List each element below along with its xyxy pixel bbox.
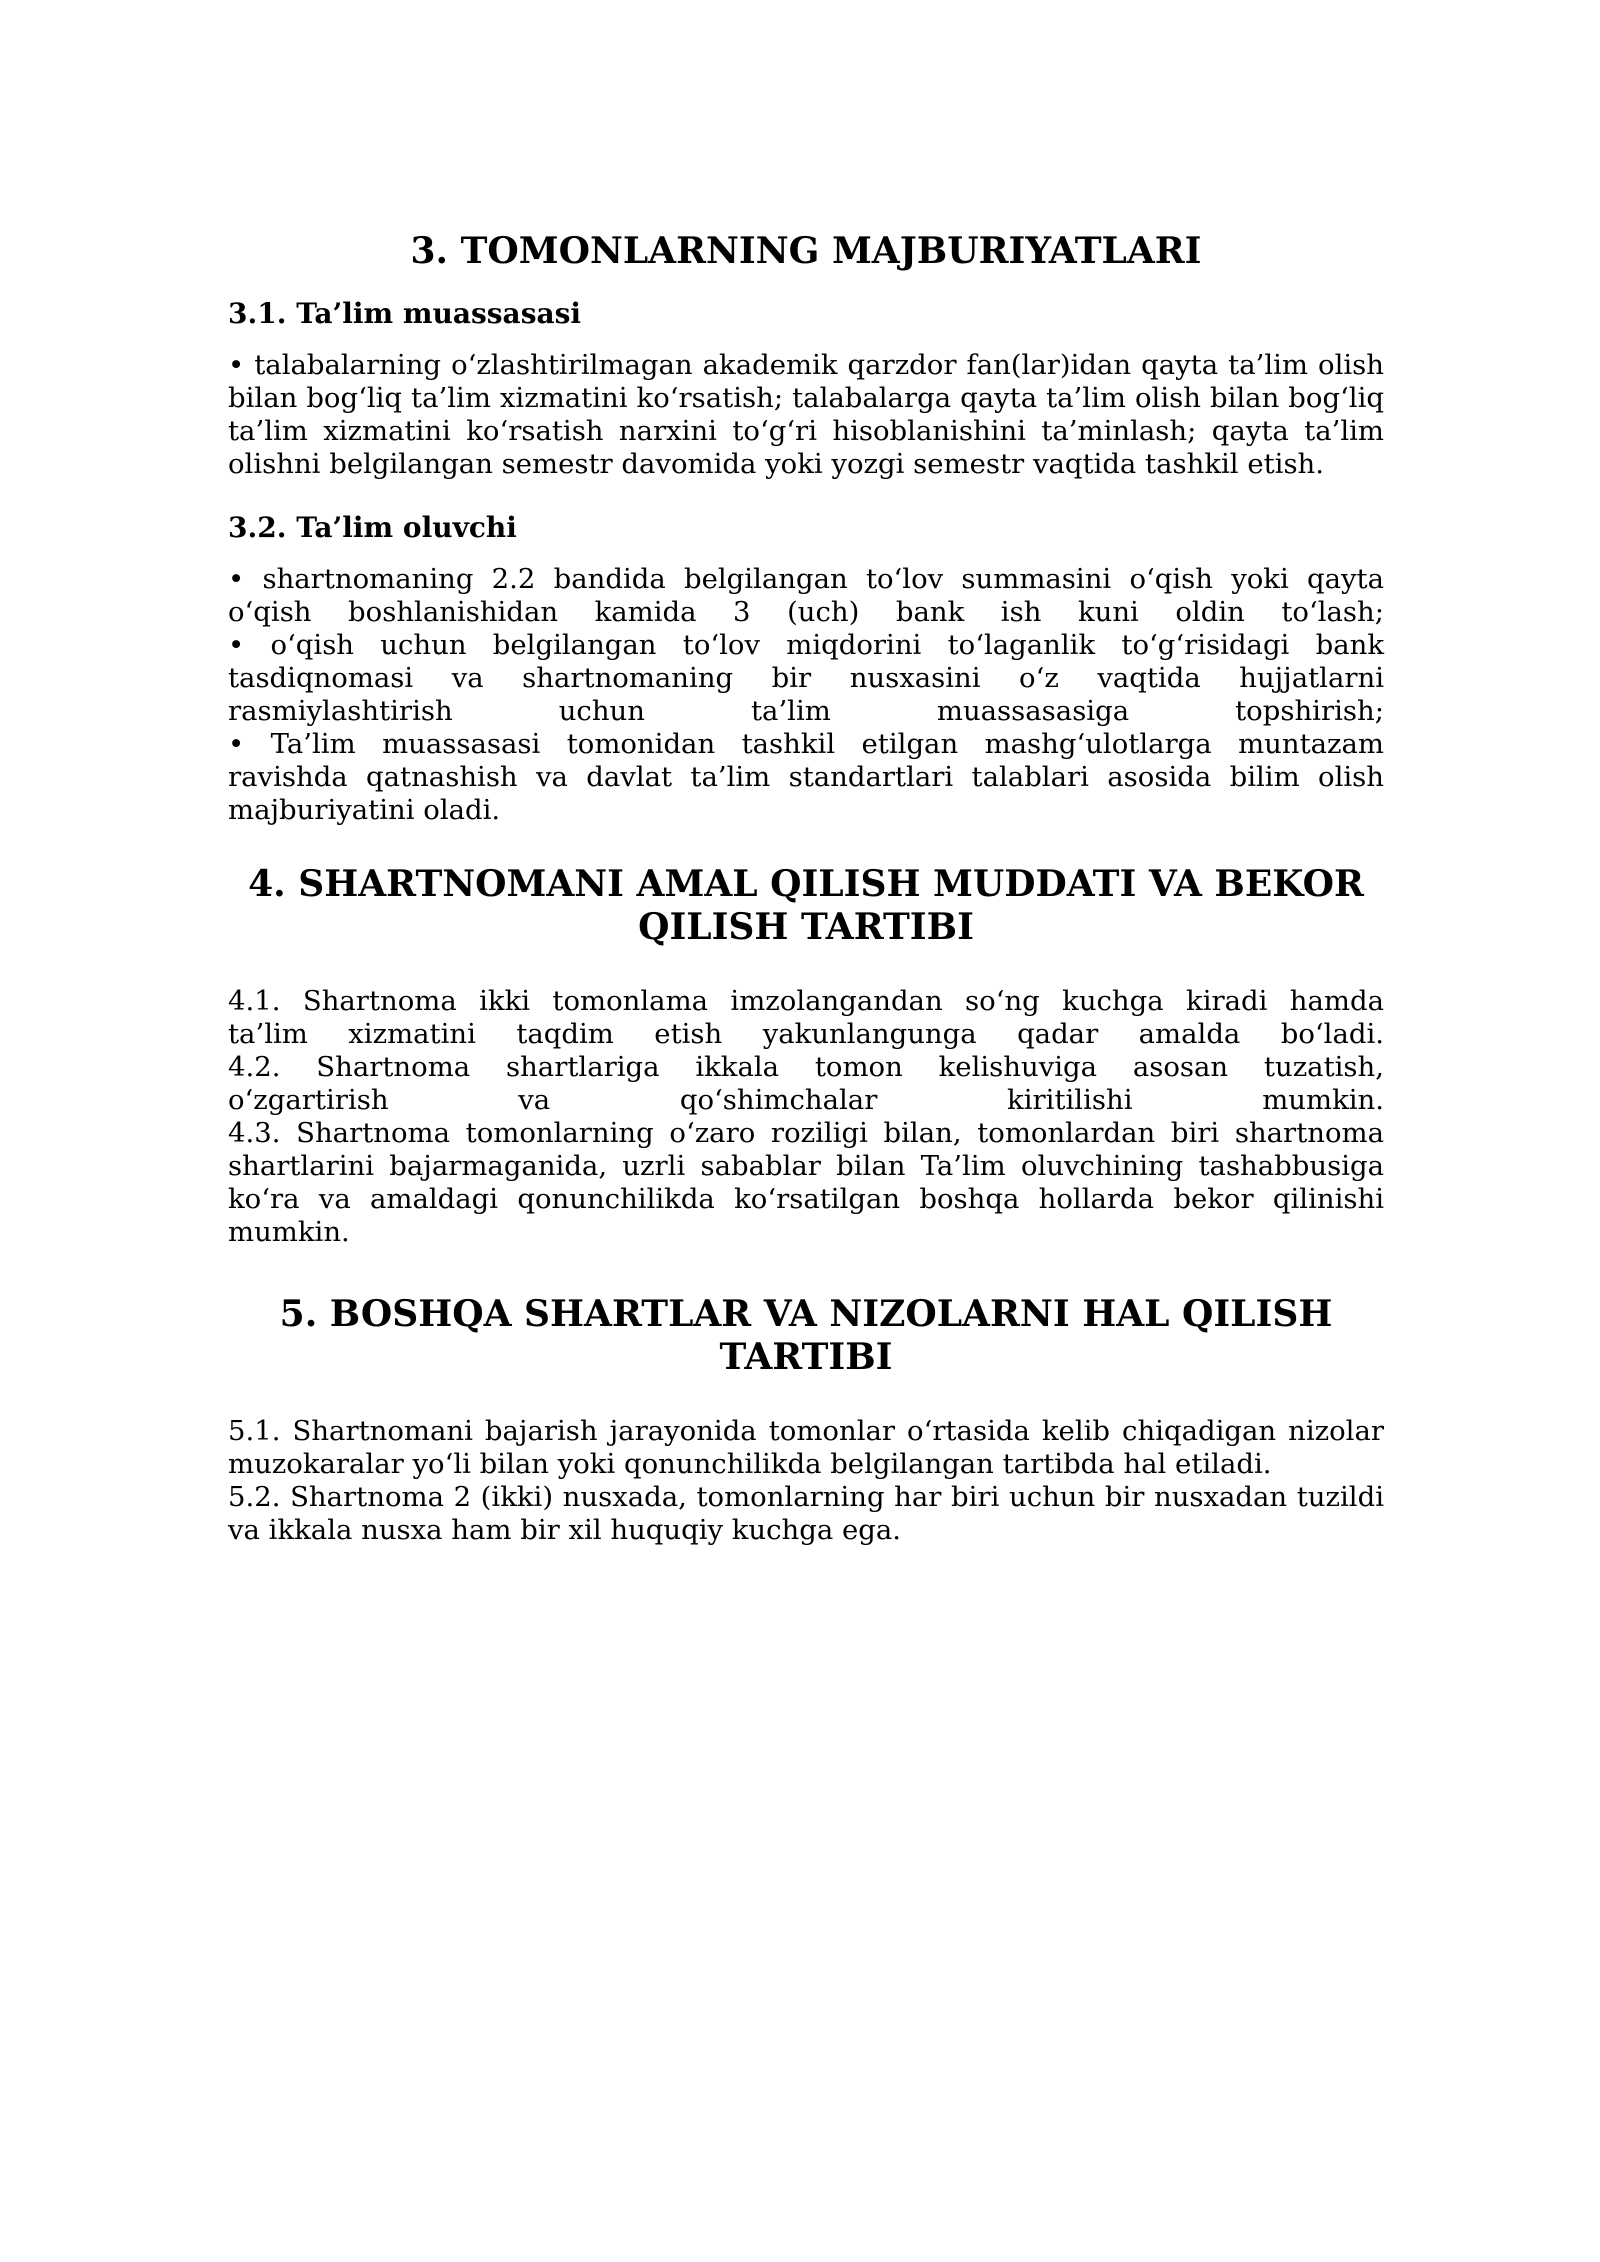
section-3-2-line: tasdiqnomasi va shartnomaning bir nusxasini oʻz vaqtida hujjatlarni (228, 662, 1384, 694)
section-4-title (228, 863, 1384, 949)
section-3-1-heading: 3.1. Ta’lim muassasasi (228, 297, 582, 330)
section-4-line: 4.1. Shartnoma ikki tomonlama imzolangandan soʻng kuchga kiradi hamda (228, 985, 1384, 1017)
section-4-line: oʻzgartirish va qoʻshimchalar kiritilishi mumkin. (228, 1084, 1384, 1116)
section-5-title-line-1: 5. BOSHQA SHARTLAR VA NIZOLARNI HAL QILISH (279, 1293, 1333, 1335)
section-4-line: 4.2. Shartnoma shartlariga ikkala tomon kelishuviga asosan tuzatish, (228, 1051, 1384, 1083)
section-5-title (228, 1293, 1384, 1379)
section-3-2-heading: 3.2. Ta’lim oluvchi (228, 511, 517, 544)
section-3-2-line: oʻqish boshlanishidan kamida 3 (uch) bank ish kuni oldin toʻlash; (228, 596, 1384, 628)
document-page (228, 230, 1384, 1547)
section-5-text (228, 1415, 1384, 1547)
section-4-line: 4.3. Shartnoma tomonlarning oʻzaro roziligi bilan, tomonlardan biri shartnoma shartlarini bajarmaganida, uzrli sabablar bilan Ta’lim oluvchining tashabbusiga koʻra va amaldagi qonunchilikda koʻrsatilgan boshqa hollarda bekor qilinishi mumkin. (228, 1117, 1384, 1248)
section-5-title-line-2: TARTIBI (719, 1336, 893, 1378)
section-3-title: 3. TOMONLARNING MAJBURIYATLARI (410, 230, 1202, 272)
section-4-title-line-1: 4. SHARTNOMANI AMAL QILISH MUDDATI VA BEKOR (248, 863, 1364, 905)
section-5-1-text: 5.1. Shartnomani bajarish jarayonida tomonlar oʻrtasida kelib chiqadigan nizolar muzokaralar yoʻli bilan yoki qonunchilikda belgilangan tartibda hal etiladi. (228, 1415, 1384, 1480)
section-3-1-text: • talabalarning oʻzlashtirilmagan akademik qarzdor fan(lar)idan qayta ta’lim olish bilan bogʻliq ta’lim xizmatini koʻrsatish; talabalarga qayta ta’lim olish bilan bogʻliq ta’lim xizmatini koʻrsatish narxini toʻgʻri hisoblanishini ta’minlash; qayta ta’lim olishni belgilangan semestr davomida yoki yozgi semestr vaqtida tashkil etish. (228, 349, 1384, 480)
section-4-title-line-2: QILISH TARTIBI (638, 906, 974, 948)
section-3-2-line: • Ta’lim muassasasi tomonidan tashkil etilgan mashgʻulotlarga muntazam ravishda qatnashish va davlat ta’lim standartlari talablari asosida bilim olish majburiyatini oladi. (228, 728, 1384, 826)
section-3-2-line: rasmiylashtirish uchun ta’lim muassasasiga topshirish; (228, 695, 1384, 727)
section-5-2-text: 5.2. Shartnoma 2 (ikki) nusxada, tomonlarning har biri uchun bir nusxadan tuzildi va ikkala nusxa ham bir xil huquqiy kuchga ega. (228, 1481, 1384, 1546)
section-3-2-text (228, 563, 1384, 827)
section-4-text (228, 985, 1384, 1249)
section-3-2-line: • oʻqish uchun belgilangan toʻlov miqdorini toʻlaganlik toʻgʻrisidagi bank (228, 629, 1384, 661)
section-4-line: ta’lim xizmatini taqdim etish yakunlangunga qadar amalda boʻladi. (228, 1018, 1384, 1050)
section-3-2-line: • shartnomaning 2.2 bandida belgilangan toʻlov summasini oʻqish yoki qayta (228, 563, 1384, 595)
